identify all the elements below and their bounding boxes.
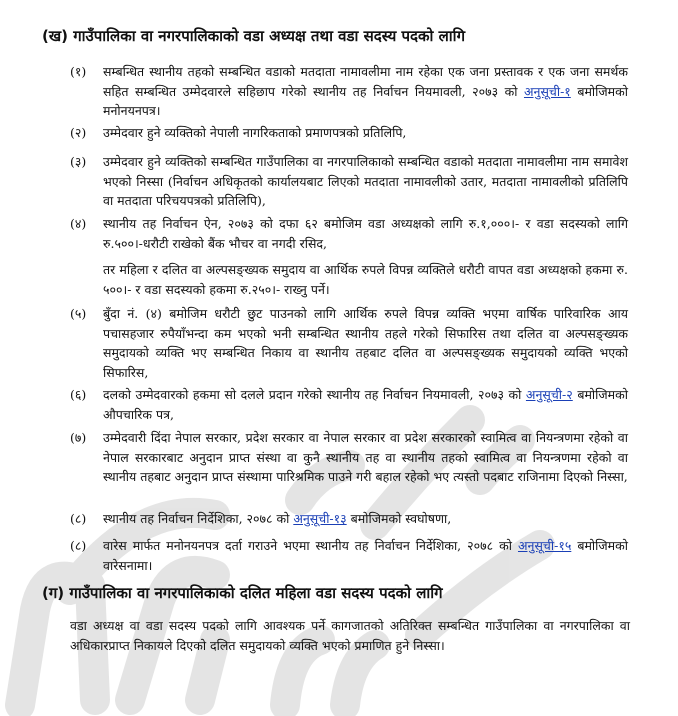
item-text: उम्मेदवार हुने व्यक्तिको सम्बन्धित गाउँपालिका वा नगरपालिकाको सम्बन्धित वडाको मतदाता नामावलीमा नाम समावेश भएको निस्सा (निर्वाचन अधिकृतको कार्यालयबाट लिएको मतदाता नामावलीको उतार, मतदाता नामावलीको प्रतिलिपि वा मतदाता परिचयपत्रको प्रतिलिपि),	[103, 154, 628, 208]
item-text: उम्मेदवारी दिंदा नेपाल सरकार, प्रदेश सरकार वा नेपाल सरकार वा प्रदेश सरकारको स्वामित्व वा नियन्त्रणमा रहेको वा नेपाल सरकारबाट अनुदान प्राप्त संस्था वा कुनै स्थानीय तह वा स्थानीय तहको स्वामित्व वा नियन्त्रणमा रहेको वा स्थानीय तहबाट अनुदान प्राप्त संस्थामा पारिश्रमिक पाउने गरी बहाल रहेको भए त्यस्तो पदबाट राजिनामा दिएको निस्सा,	[103, 430, 628, 484]
item-number: (८)	[70, 538, 87, 553]
item-text: वारेस मार्फत मनोनयनपत्र दर्ता गराउने भएमा स्थानीय तह निर्वाचन निर्देशिका, २०७८ को अनुसूची-१५ बमोजिमको वारेसनामा।	[103, 538, 628, 573]
item-text: स्थानीय तह निर्वाचन निर्देशिका, २०७८ को अनुसूची-१३ बमोजिमको स्वघोषणा,	[103, 511, 452, 526]
item-number: (६)	[70, 387, 87, 402]
item-proviso-text: तर महिला र दलित वा अल्पसङ्ख्यक समुदाय वा आर्थिक रुपले विपन्न व्यक्तिले धरौटी वापत वडा अध्यक्षको हकमा रु. ५००।- र वडा सदस्यको हकमा रु.२५०।- राख्नु पर्ने।	[103, 262, 628, 297]
item-text: स्थानीय तह निर्वाचन ऐन, २०७३ को दफा ६२ बमोजिम वडा अध्यक्षको लागि रु.१,०००।- र वडा सदस्यको लागि रु.५००।-धरौटी राखेको बैंक भौचर वा नगदी रसिद,	[103, 216, 628, 251]
item-number: (३)	[70, 154, 87, 169]
annex-13-link[interactable]: अनुसूची-१३	[293, 511, 347, 526]
section-kha-heading: (ख) गाउँपालिका वा नगरपालिकाको वडा अध्यक्ष तथा वडा सदस्य पदको लागि	[42, 27, 466, 45]
item-text: दलको उम्मेदवारको हकमा सो दलले प्रदान गरेको स्थानीय तह निर्वाचन नियमावली, २०७३ को अनुसूची-२ बमोजिमको औपचारिक पत्र,	[103, 387, 628, 422]
item-number: (७)	[70, 430, 87, 445]
section-ga-heading: (ग) गाउँपालिका वा नगरपालिकाको दलित महिला वडा सदस्य पदको लागि	[42, 584, 443, 602]
annex-2-link[interactable]: अनुसूची-२	[525, 387, 573, 402]
annex-15-link[interactable]: अनुसूची-१५	[517, 538, 572, 553]
item-number: (२)	[70, 125, 87, 140]
item-number: (८)	[70, 511, 87, 526]
item-number: (१)	[70, 64, 87, 79]
item-text: उम्मेदवार हुने व्यक्तिको नेपाली नागरिकताको प्रमाणपत्रको प्रतिलिपि,	[103, 125, 407, 140]
item-text: सम्बन्धित स्थानीय तहको सम्बन्धित वडाको मतदाता नामावलीमा नाम रहेका एक जना प्रस्तावक र एक जना समर्थक सहित सम्बन्धित उम्मेदवारले सहिछाप गरेको स्थानीय तह निर्वाचन नियमावली, २०७३ को अनुसूची-१ बमोजिमको मनोनयनपत्र।	[103, 64, 628, 118]
item-text: बुँदा नं. (४) बमोजिम धरौटी छुट पाउनको लागि आर्थिक रुपले विपन्न व्यक्ति भएमा वार्षिक पारिवारिक आय पचासहजार रुपैयाँभन्दा कम भएको भनी सम्बन्धित स्थानीय तहले गरेको सिफारिस तथा दलित वा अल्पसङ्ख्यक समुदायको व्यक्ति भए सम्बन्धित निकाय वा स्थानीय तहबाट दलित वा अल्पसङ्ख्यक समुदायको व्यक्ति भएको सिफारिस,	[103, 306, 628, 380]
section-ga-paragraph: वडा अध्यक्ष वा वडा सदस्य पदको लागि आवश्यक पर्ने कागजातको अतिरिक्त सम्बन्धित गाउँपालिका वा नगरपालिका वा अधिकारप्राप्त निकायले दिएको दलित समुदायको व्यक्ति भएको प्रमाणित हुने निस्सा।	[70, 618, 630, 653]
item-number: (५)	[70, 306, 87, 321]
annex-1-link[interactable]: अनुसूची-१	[523, 83, 571, 99]
item-number: (४)	[70, 216, 87, 231]
